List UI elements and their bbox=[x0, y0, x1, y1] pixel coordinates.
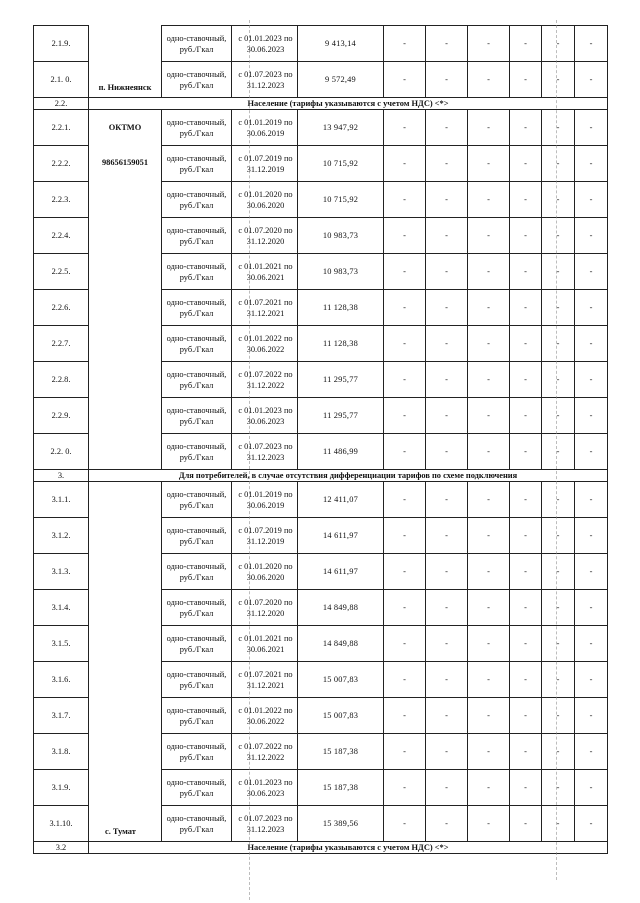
period: с 01.07.2022 по 31.12.2022 bbox=[232, 734, 298, 770]
oktmo-code: 98656159051 bbox=[101, 158, 149, 167]
dash-cell: - bbox=[510, 434, 542, 470]
period: с 01.07.2023 по 31.12.2023 bbox=[232, 62, 298, 98]
tariff-value: 10 715,92 bbox=[298, 182, 384, 218]
rate-type: одно-ставочный, руб./Гкал bbox=[162, 254, 232, 290]
section-title: Население (тарифы указываются с учетом НДС) <*> bbox=[89, 842, 608, 854]
table-row bbox=[34, 110, 608, 146]
dash-cell: - bbox=[426, 26, 468, 62]
period: с 01.01.2020 по 30.06.2020 bbox=[232, 182, 298, 218]
dash-cell: - bbox=[384, 182, 426, 218]
dash-cell: - bbox=[542, 182, 575, 218]
dash-cell: - bbox=[542, 290, 575, 326]
tariff-value: 15 187,38 bbox=[298, 734, 384, 770]
dash-cell: - bbox=[384, 62, 426, 98]
tariff-value: 11 295,77 bbox=[298, 362, 384, 398]
period: с 01.01.2019 по 30.06.2019 bbox=[232, 110, 298, 146]
dash-cell: - bbox=[510, 218, 542, 254]
section-row bbox=[34, 98, 608, 110]
row-number: 2.2.7. bbox=[34, 326, 89, 362]
dash-cell: - bbox=[510, 26, 542, 62]
dash-cell: - bbox=[384, 290, 426, 326]
dash-cell: - bbox=[426, 326, 468, 362]
dash-cell: - bbox=[542, 482, 575, 518]
section-row bbox=[34, 470, 608, 482]
dash-cell: - bbox=[384, 146, 426, 182]
dash-cell: - bbox=[426, 110, 468, 146]
rate-type: одно-ставочный, руб./Гкал bbox=[162, 62, 232, 98]
rate-type: одно-ставочный, руб./Гкал bbox=[162, 806, 232, 842]
rate-type: одно-ставочный, руб./Гкал bbox=[162, 590, 232, 626]
dash-cell: - bbox=[575, 326, 608, 362]
dash-cell: - bbox=[575, 662, 608, 698]
dash-cell: - bbox=[384, 110, 426, 146]
rate-type: одно-ставочный, руб./Гкал bbox=[162, 698, 232, 734]
dash-cell: - bbox=[468, 482, 510, 518]
dash-cell: - bbox=[542, 62, 575, 98]
row-number: 2.2.1. bbox=[34, 110, 89, 146]
row-number: 2.2. 0. bbox=[34, 434, 89, 470]
tariff-value: 14 849,88 bbox=[298, 626, 384, 662]
dash-cell: - bbox=[510, 398, 542, 434]
dash-cell: - bbox=[542, 254, 575, 290]
dash-cell: - bbox=[510, 698, 542, 734]
oktmo-label: ОКТМО bbox=[108, 123, 142, 132]
tariff-value: 10 983,73 bbox=[298, 218, 384, 254]
dash-cell: - bbox=[426, 434, 468, 470]
dash-cell: - bbox=[384, 362, 426, 398]
dash-cell: - bbox=[510, 362, 542, 398]
dash-cell: - bbox=[575, 734, 608, 770]
row-number: 2.2.8. bbox=[34, 362, 89, 398]
period: с 01.01.2022 по 30.06.2022 bbox=[232, 698, 298, 734]
period: с 01.07.2020 по 31.12.2020 bbox=[232, 218, 298, 254]
dash-cell: - bbox=[542, 698, 575, 734]
dash-cell: - bbox=[510, 734, 542, 770]
rate-type: одно-ставочный, руб./Гкал bbox=[162, 362, 232, 398]
dash-cell: - bbox=[575, 26, 608, 62]
tariff-value: 13 947,92 bbox=[298, 110, 384, 146]
tariff-value: 14 611,97 bbox=[298, 518, 384, 554]
rate-type: одно-ставочный, руб./Гкал bbox=[162, 518, 232, 554]
period: с 01.01.2023 по 30.06.2023 bbox=[232, 770, 298, 806]
dash-cell: - bbox=[468, 182, 510, 218]
tariff-value: 11 128,38 bbox=[298, 290, 384, 326]
dash-cell: - bbox=[384, 26, 426, 62]
dash-cell: - bbox=[468, 770, 510, 806]
dash-cell: - bbox=[542, 398, 575, 434]
dash-cell: - bbox=[510, 590, 542, 626]
dash-cell: - bbox=[468, 254, 510, 290]
row-number: 3.1.10. bbox=[34, 806, 89, 842]
period: с 01.07.2023 по 31.12.2023 bbox=[232, 434, 298, 470]
tariff-value: 14 611,97 bbox=[298, 554, 384, 590]
dash-cell: - bbox=[510, 518, 542, 554]
period: с 01.07.2023 по 31.12.2023 bbox=[232, 806, 298, 842]
dash-cell: - bbox=[575, 698, 608, 734]
dash-cell: - bbox=[510, 482, 542, 518]
row-number: 3.1.1. bbox=[34, 482, 89, 518]
dash-cell: - bbox=[542, 806, 575, 842]
dash-cell: - bbox=[468, 434, 510, 470]
tariff-value: 11 295,77 bbox=[298, 398, 384, 434]
period: с 01.07.2019 по 31.12.2019 bbox=[232, 518, 298, 554]
dash-cell: - bbox=[426, 182, 468, 218]
dash-cell: - bbox=[384, 326, 426, 362]
rate-type: одно-ставочный, руб./Гкал bbox=[162, 662, 232, 698]
dash-cell: - bbox=[575, 518, 608, 554]
dash-cell: - bbox=[384, 806, 426, 842]
dash-cell: - bbox=[542, 218, 575, 254]
dash-cell: - bbox=[426, 806, 468, 842]
dash-cell: - bbox=[542, 734, 575, 770]
dash-cell: - bbox=[426, 662, 468, 698]
row-number: 3.1.6. bbox=[34, 662, 89, 698]
dash-cell: - bbox=[510, 326, 542, 362]
rate-type: одно-ставочный, руб./Гкал bbox=[162, 326, 232, 362]
rate-type: одно-ставочный, руб./Гкал bbox=[162, 770, 232, 806]
tariff-value: 10 715,92 bbox=[298, 146, 384, 182]
table-row bbox=[34, 26, 608, 62]
dash-cell: - bbox=[542, 434, 575, 470]
row-number: 2.2.5. bbox=[34, 254, 89, 290]
tariff-value: 14 849,88 bbox=[298, 590, 384, 626]
dash-cell: - bbox=[575, 218, 608, 254]
row-number: 3.1.8. bbox=[34, 734, 89, 770]
rate-type: одно-ставочный, руб./Гкал bbox=[162, 734, 232, 770]
dash-cell: - bbox=[426, 554, 468, 590]
dash-cell: - bbox=[542, 146, 575, 182]
dash-cell: - bbox=[510, 62, 542, 98]
tariff-value: 15 007,83 bbox=[298, 662, 384, 698]
row-number: 3.1.2. bbox=[34, 518, 89, 554]
dash-cell: - bbox=[510, 554, 542, 590]
dash-cell: - bbox=[426, 398, 468, 434]
dash-cell: - bbox=[542, 554, 575, 590]
tariff-value: 9 572,49 bbox=[298, 62, 384, 98]
locality-name: п. Нижнеянск bbox=[98, 83, 152, 92]
dash-cell: - bbox=[384, 770, 426, 806]
dash-cell: - bbox=[468, 734, 510, 770]
dash-cell: - bbox=[426, 734, 468, 770]
period: с 01.07.2021 по 31.12.2021 bbox=[232, 662, 298, 698]
rate-type: одно-ставочный, руб./Гкал bbox=[162, 182, 232, 218]
dash-cell: - bbox=[542, 362, 575, 398]
section-row bbox=[34, 842, 608, 854]
dash-cell: - bbox=[468, 806, 510, 842]
dash-cell: - bbox=[468, 626, 510, 662]
dash-cell: - bbox=[575, 110, 608, 146]
dash-cell: - bbox=[468, 110, 510, 146]
dash-cell: - bbox=[468, 662, 510, 698]
dash-cell: - bbox=[426, 698, 468, 734]
dash-cell: - bbox=[575, 398, 608, 434]
dash-cell: - bbox=[384, 590, 426, 626]
dash-cell: - bbox=[542, 770, 575, 806]
dash-cell: - bbox=[542, 590, 575, 626]
tariff-table bbox=[33, 25, 608, 854]
dash-cell: - bbox=[575, 626, 608, 662]
dash-cell: - bbox=[468, 554, 510, 590]
locality-cell bbox=[89, 26, 162, 98]
section-title: Население (тарифы указываются с учетом НДС) <*> bbox=[89, 98, 608, 110]
row-number: 2.2.3. bbox=[34, 182, 89, 218]
period: с 01.01.2021 по 30.06.2021 bbox=[232, 254, 298, 290]
rate-type: одно-ставочный, руб./Гкал bbox=[162, 398, 232, 434]
dash-cell: - bbox=[468, 62, 510, 98]
tariff-value: 15 389,56 bbox=[298, 806, 384, 842]
period: с 01.01.2019 по 30.06.2019 bbox=[232, 482, 298, 518]
dash-cell: - bbox=[575, 290, 608, 326]
rate-type: одно-ставочный, руб./Гкал bbox=[162, 290, 232, 326]
dash-cell: - bbox=[575, 590, 608, 626]
dash-cell: - bbox=[426, 518, 468, 554]
rate-type: одно-ставочный, руб./Гкал bbox=[162, 434, 232, 470]
dash-cell: - bbox=[510, 254, 542, 290]
scan-fold-line bbox=[249, 20, 250, 900]
dash-cell: - bbox=[468, 590, 510, 626]
rate-type: одно-ставочный, руб./Гкал bbox=[162, 110, 232, 146]
dash-cell: - bbox=[575, 434, 608, 470]
row-number: 3.1.3. bbox=[34, 554, 89, 590]
scan-fold-line bbox=[556, 20, 557, 880]
dash-cell: - bbox=[468, 518, 510, 554]
row-number: 3.1.4. bbox=[34, 590, 89, 626]
dash-cell: - bbox=[575, 62, 608, 98]
dash-cell: - bbox=[542, 110, 575, 146]
tariff-value: 11 128,38 bbox=[298, 326, 384, 362]
dash-cell: - bbox=[384, 434, 426, 470]
period: с 01.07.2019 по 31.12.2019 bbox=[232, 146, 298, 182]
row-number: 3.1.7. bbox=[34, 698, 89, 734]
dash-cell: - bbox=[468, 326, 510, 362]
tariff-value: 11 486,99 bbox=[298, 434, 384, 470]
row-number: 2.2.9. bbox=[34, 398, 89, 434]
period: с 01.07.2020 по 31.12.2020 bbox=[232, 590, 298, 626]
dash-cell: - bbox=[384, 698, 426, 734]
rate-type: одно-ставочный, руб./Гкал bbox=[162, 146, 232, 182]
dash-cell: - bbox=[468, 398, 510, 434]
dash-cell: - bbox=[384, 218, 426, 254]
dash-cell: - bbox=[384, 626, 426, 662]
locality-name: с. Тумат bbox=[105, 827, 136, 836]
section-number: 3.2 bbox=[34, 842, 89, 854]
tariff-value: 15 187,38 bbox=[298, 770, 384, 806]
tariff-value: 10 983,73 bbox=[298, 254, 384, 290]
dash-cell: - bbox=[542, 518, 575, 554]
locality-cell bbox=[89, 482, 162, 842]
row-number: 3.1.5. bbox=[34, 626, 89, 662]
row-number: 2.2.6. bbox=[34, 290, 89, 326]
period: с 01.07.2022 по 31.12.2022 bbox=[232, 362, 298, 398]
dash-cell: - bbox=[468, 698, 510, 734]
dash-cell: - bbox=[575, 254, 608, 290]
row-number: 2.2.4. bbox=[34, 218, 89, 254]
dash-cell: - bbox=[510, 662, 542, 698]
dash-cell: - bbox=[510, 182, 542, 218]
rate-type: одно-ставочный, руб./Гкал bbox=[162, 626, 232, 662]
period: с 01.01.2022 по 30.06.2022 bbox=[232, 326, 298, 362]
period: с 01.01.2023 по 30.06.2023 bbox=[232, 398, 298, 434]
dash-cell: - bbox=[426, 146, 468, 182]
section-title: Для потребителей, в случае отсутствия дифференциации тарифов по схеме подключения bbox=[89, 470, 608, 482]
dash-cell: - bbox=[426, 290, 468, 326]
dash-cell: - bbox=[542, 326, 575, 362]
oktmo-cell bbox=[89, 110, 162, 470]
dash-cell: - bbox=[426, 590, 468, 626]
dash-cell: - bbox=[575, 806, 608, 842]
rate-type: одно-ставочный, руб./Гкал bbox=[162, 218, 232, 254]
dash-cell: - bbox=[384, 554, 426, 590]
tariff-value: 15 007,83 bbox=[298, 698, 384, 734]
dash-cell: - bbox=[468, 362, 510, 398]
dash-cell: - bbox=[542, 26, 575, 62]
dash-cell: - bbox=[426, 770, 468, 806]
rate-type: одно-ставочный, руб./Гкал bbox=[162, 26, 232, 62]
dash-cell: - bbox=[468, 290, 510, 326]
tariff-table-body bbox=[34, 26, 608, 854]
table-row bbox=[34, 482, 608, 518]
dash-cell: - bbox=[426, 626, 468, 662]
row-number: 3.1.9. bbox=[34, 770, 89, 806]
dash-cell: - bbox=[468, 218, 510, 254]
period: с 01.01.2021 по 30.06.2021 bbox=[232, 626, 298, 662]
dash-cell: - bbox=[510, 146, 542, 182]
rate-type: одно-ставочный, руб./Гкал bbox=[162, 554, 232, 590]
dash-cell: - bbox=[384, 518, 426, 554]
section-number: 3. bbox=[34, 470, 89, 482]
dash-cell: - bbox=[426, 482, 468, 518]
tariff-value: 9 413,14 bbox=[298, 26, 384, 62]
dash-cell: - bbox=[468, 26, 510, 62]
dash-cell: - bbox=[426, 218, 468, 254]
dash-cell: - bbox=[542, 626, 575, 662]
dash-cell: - bbox=[510, 110, 542, 146]
section-number: 2.2. bbox=[34, 98, 89, 110]
dash-cell: - bbox=[575, 770, 608, 806]
dash-cell: - bbox=[384, 734, 426, 770]
dash-cell: - bbox=[510, 770, 542, 806]
dash-cell: - bbox=[384, 662, 426, 698]
tariff-value: 12 411,07 bbox=[298, 482, 384, 518]
rate-type: одно-ставочный, руб./Гкал bbox=[162, 482, 232, 518]
dash-cell: - bbox=[468, 146, 510, 182]
dash-cell: - bbox=[426, 62, 468, 98]
dash-cell: - bbox=[426, 254, 468, 290]
dash-cell: - bbox=[575, 554, 608, 590]
dash-cell: - bbox=[384, 398, 426, 434]
dash-cell: - bbox=[575, 482, 608, 518]
dash-cell: - bbox=[384, 254, 426, 290]
dash-cell: - bbox=[426, 362, 468, 398]
row-number: 2.2.2. bbox=[34, 146, 89, 182]
row-number: 2.1. 0. bbox=[34, 62, 89, 98]
dash-cell: - bbox=[510, 626, 542, 662]
period: с 01.07.2021 по 31.12.2021 bbox=[232, 290, 298, 326]
dash-cell: - bbox=[542, 662, 575, 698]
dash-cell: - bbox=[575, 362, 608, 398]
dash-cell: - bbox=[510, 290, 542, 326]
row-number: 2.1.9. bbox=[34, 26, 89, 62]
dash-cell: - bbox=[575, 182, 608, 218]
dash-cell: - bbox=[575, 146, 608, 182]
period: с 01.01.2023 по 30.06.2023 bbox=[232, 26, 298, 62]
dash-cell: - bbox=[384, 482, 426, 518]
dash-cell: - bbox=[510, 806, 542, 842]
period: с 01.01.2020 по 30.06.2020 bbox=[232, 554, 298, 590]
